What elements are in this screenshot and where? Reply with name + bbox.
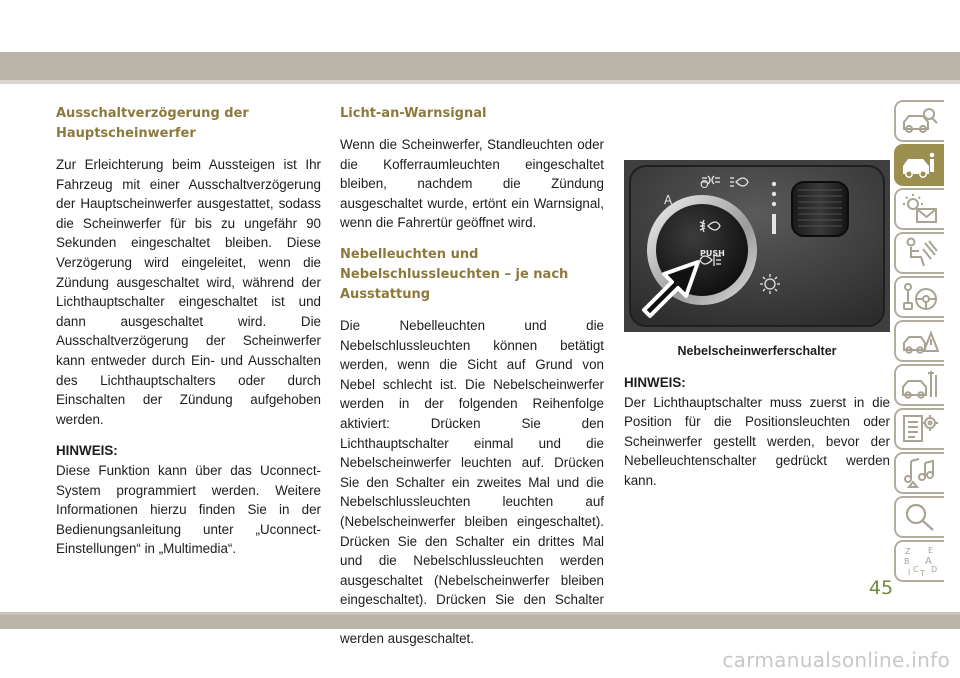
label-o: O — [700, 178, 709, 191]
checklist-gear-icon — [901, 413, 939, 445]
note-text: Diese Funktion kann über das Uconnect-System programmiert werden. Weitere Informationen hierzu finden Sie in der Bedienungsanleitung unter „Uconnect-Einstellungen“ in „Multimedia“. — [56, 462, 321, 557]
tab-search[interactable] — [894, 496, 944, 538]
header-band — [0, 52, 960, 80]
column-middle — [340, 104, 604, 649]
car-magnifier-icon — [901, 105, 939, 137]
column-left — [56, 104, 321, 559]
note2-text: Der Lichthauptschalter muss zuerst in die Position für die Positionsleuchten oder Scheinwerfer gestellt werden, bevor der Nebelleuchtenschalter gedrückt werden kann. — [624, 394, 890, 488]
heading-nebelleuchten: Nebelleuchten und Nebelschlussleuchten – je nach Ausstattung — [340, 246, 569, 302]
heading-licht-an-warnsignal: Licht-an-Warnsignal — [340, 106, 487, 121]
tab-index[interactable] — [894, 540, 944, 582]
tab-starting-driving[interactable] — [894, 276, 944, 318]
label-a: A — [664, 193, 673, 207]
tab-technical-data[interactable] — [894, 408, 944, 450]
search-icon — [901, 501, 939, 533]
index-letter-e: E — [928, 546, 934, 555]
index-letter-t: T — [920, 569, 925, 577]
tab-safety[interactable] — [894, 232, 944, 274]
warning-light-mail-icon — [901, 193, 939, 225]
fog-light-switch-photo — [624, 160, 890, 332]
index-letter-b: B — [904, 557, 910, 566]
note-label: HINWEIS: — [56, 443, 118, 459]
alphabet-index-icon — [901, 545, 939, 577]
paragraph-nebelleuchten: Die Nebelleuchten und die Nebelschlussleuchten können betätigt werden, wenn die Sicht auf Grund von Nebel schlecht ist. Die Nebelscheinwerfer werden in der folgenden Reihenfolge aktiviert: Drücken Sie den Lichthauptschalter einmal und die Nebelscheinwerfer leuchten auf. Drücken Sie den Schalter ein zweites Mal und die Nebelschlussleuchten leuchten auf (Nebelscheinwerfer bleiben eingeschaltet). Drücken Sie den Schalter ein drittes Mal und die Nebelschlussleuchten werden ausgeschaltet (Nebelscheinwerfer bleiben eingeschaltet). Drücken Sie den Schalter werden ausgeschaltet. — [340, 317, 604, 647]
heading-ausschaltverzoegerung: Ausschaltverzögerung der Hauptscheinwerfer — [56, 106, 249, 141]
fog-light-switch-illustration — [624, 160, 890, 332]
index-letter-a: A — [925, 556, 932, 567]
top-margin — [0, 0, 960, 52]
figure-caption: Nebelscheinwerferschalter — [677, 344, 837, 358]
tab-emergency[interactable] — [894, 320, 944, 362]
footer-band — [0, 615, 960, 629]
tab-car-magnifier[interactable] — [894, 100, 944, 142]
header-band-line — [0, 80, 960, 84]
multimedia-music-icon — [901, 457, 939, 489]
paragraph-licht-an-warnsignal: Wenn die Scheinwerfer, Standleuchten oder die Kofferraumleuchten eingeschaltet bleiben, nachdem die Zündung ausgeschaltet wurde, ertönt ein Warnsignal, wenn die Fahrertür geöffnet wird. — [340, 137, 604, 231]
label-push: PUSH — [700, 249, 725, 258]
index-letter-d: D — [931, 565, 938, 574]
roadside-warning-triangle-icon — [901, 325, 939, 357]
gear-shift-steering-wheel-icon — [901, 281, 939, 313]
watermark: carmanualsonline.info — [722, 648, 950, 672]
tab-car-info[interactable] — [894, 144, 944, 186]
note2-label: HINWEIS: — [624, 375, 686, 390]
page-number: 45 — [868, 577, 894, 599]
car-info-icon — [901, 149, 939, 181]
car-tools-icon — [901, 369, 939, 401]
tab-multimedia[interactable] — [894, 452, 944, 494]
tab-servicing[interactable] — [894, 364, 944, 406]
index-letter-c: C — [913, 565, 919, 574]
index-letter-z: Z — [905, 547, 911, 556]
paragraph-ausschaltverzoegerung: Zur Erleichterung beim Aussteigen ist Ihr Fahrzeug mit einer Ausschaltverzögerung der Hauptscheinwerfer ausgestattet, sodass die Scheinwerfer für bis zu ungefähr 90 Sekunden eingeschaltet bleiben. Diese Verzögerung wird eingeleitet, wenn die Zündung ausgeschaltet wird, während der Lichthauptschalter eingeschaltet ist und dann ausgeschaltet wird. Die Ausschaltverzögerung der Scheinwerfer kann entweder durch Ein- und Ausschalten des Lichthauptschalters oder durch Einschalten der Zündung aufgehoben werden. — [56, 157, 321, 427]
column-right-note — [624, 373, 890, 491]
tab-warning-lights[interactable] — [894, 188, 944, 230]
seated-person-airbag-icon — [901, 237, 939, 269]
index-letter-i: I — [908, 568, 911, 577]
